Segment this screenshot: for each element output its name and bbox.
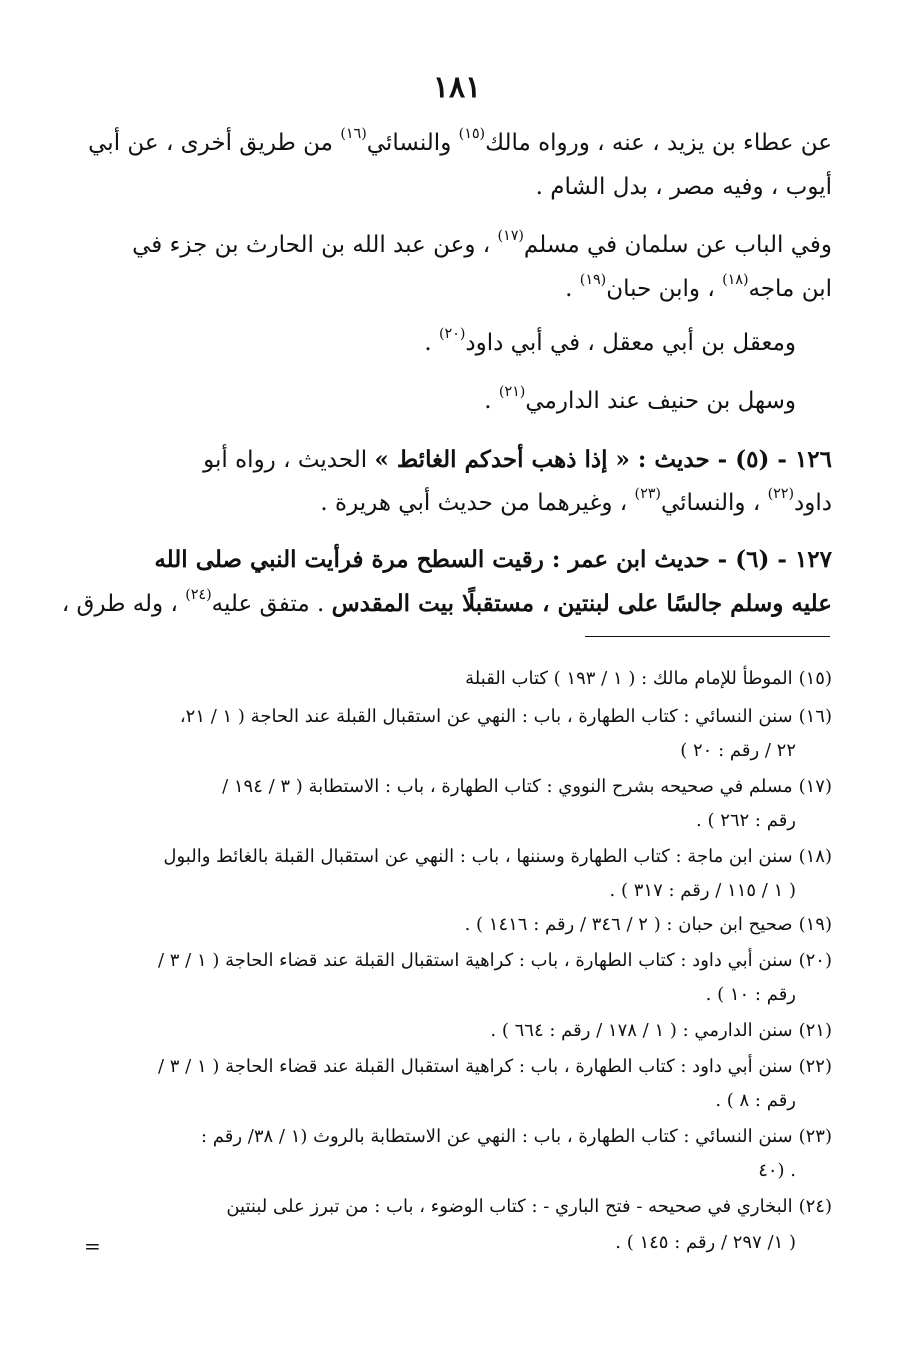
footnote-number: (٢٤) [798,1196,832,1217]
footnote-number: (١٦) [798,706,832,727]
footnote-continuation: ( ١ / ١١٥ / رقم : ٣١٧ ) . [609,880,796,901]
footnote-ref[interactable]: (١٦) [340,125,367,142]
body-line: عليه وسلم جالسًا على لبنتين ، مستقبلًا بيت المقدس . متفق عليه$^{(٢٤)}$ ، وله طرق ، [61,586,832,617]
footnote: (١٦)سنن النسائي : كتاب الطهارة ، باب : النهي عن استقبال القبلة عند الحاجة ( ١ / ٢١، [179,706,832,727]
body-line: داود$^{(٢٢)}$ ، والنسائي$^{(٢٣)}$ ، وغيرهما من حديث أبي هريرة . [320,485,832,516]
footnote-ref[interactable]: (٢٣) [634,485,661,502]
footnote: (٢٤)البخاري في صحيحه - فتح الباري - : كتاب الوضوء ، باب : من تبرز على لبنتين [226,1196,832,1217]
footnote: (٢٠)سنن أبي داود : كتاب الطهارة ، باب : كراهية استقبال القبلة عند قضاء الحاجة ( ١ / ٣ / [157,950,832,971]
footnote-continuation: ٤٠) . [758,1160,796,1181]
hadith-heading-line: ١٢٧ - (٦) - حديث ابن عمر : رقيت السطح مرة فرأيت النبي صلى الله [154,546,832,573]
page-number: ١٨١ [432,70,482,105]
footnote: (١٥)الموطأ للإمام مالك : ( ١ / ١٩٣ ) كتاب القبلة [465,668,832,689]
footnote-ref[interactable]: (١٩) [579,271,607,288]
footnote-continuation: رقم : ٢٦٢ ) . [696,810,796,831]
continuation-mark: = [84,1234,101,1258]
footnote-number: (٢٢) [798,1056,832,1077]
footnote-continuation: رقم : ٨ ) . [715,1090,796,1111]
footnote-continuation: ( ١/ ٢٩٧ / رقم : ١٤٥ ) . [615,1232,796,1253]
footnote-ref[interactable]: (٢٢) [767,485,795,502]
body-line: وفي الباب عن سلمان في مسلم$^{(١٧)}$ ، وعن عبد الله بن الحارث بن جزء في [132,227,832,258]
body-line: أيوب ، وفيه مصر ، بدل الشام . [535,174,832,200]
footnote: (٢٣)سنن النسائي : كتاب الطهارة ، باب : النهي عن الاستطابة بالروث (١ / ٣٨/ رقم : [200,1126,832,1147]
footnote-number: (١٧) [798,776,832,797]
footnote-number: (٢٣) [798,1126,832,1147]
footnote-ref[interactable]: (٢١) [498,383,526,400]
footnote-ref[interactable]: (١٥) [458,125,486,142]
body-line: عن عطاء بن يزيد ، عنه ، ورواه مالك$^{(١٥)}$ والنسائي$^{(١٦)}$ من طريق أخرى ، عن أبي [88,125,832,156]
footnote: (١٨)سنن ابن ماجة : كتاب الطهارة وسننها ، باب : النهي عن استقبال القبلة بالغائط والبول [163,846,832,867]
footnote-ref[interactable]: (٢٠) [438,325,466,342]
hadith-heading-line: ١٢٦ - (٥) - حديث : « إذا ذهب أحدكم الغائط » الحديث ، رواه أبو [203,446,832,473]
footnote: (٢١)سنن الدارمي : ( ١ / ١٧٨ / رقم : ٦٦٤ ) . [490,1020,832,1041]
body-line: وسهل بن حنيف عند الدارمي$^{(٢١)}$ . [484,383,796,414]
footnote-separator [585,636,830,637]
footnote-continuation: ٢٢ / رقم : ٢٠ ) [680,740,796,761]
footnote-number: (١٥) [798,668,832,689]
footnote: (١٧)مسلم في صحيحه بشرح النووي : كتاب الطهارة ، باب : الاستطابة ( ٣ / ١٩٤ / [222,776,832,797]
body-line: ابن ماجه$^{(١٨)}$ ، وابن حبان$^{(١٩)}$ . [565,271,832,302]
footnote-ref[interactable]: (١٨) [722,271,749,288]
footnote-number: (١٨) [798,846,832,867]
footnote-number: (٢٠) [798,950,832,971]
footnote-ref[interactable]: (٢٤) [185,586,212,603]
body-line: ومعقل بن أبي معقل ، في أبي داود$^{(٢٠)}$ . [424,325,796,356]
footnote-number: (٢١) [798,1020,832,1041]
footnote-ref[interactable]: (١٧) [497,227,524,244]
footnote: (٢٢)سنن أبي داود : كتاب الطهارة ، باب : كراهية استقبال القبلة عند قضاء الحاجة ( ١ / ٣ / [157,1056,832,1077]
footnote-continuation: رقم : ١٠ ) . [705,984,796,1005]
footnote: (١٩)صحيح ابن حبان : ( ٢ / ٣٤٦ / رقم : ١٤١٦ ) . [464,914,832,935]
footnote-number: (١٩) [798,914,832,935]
